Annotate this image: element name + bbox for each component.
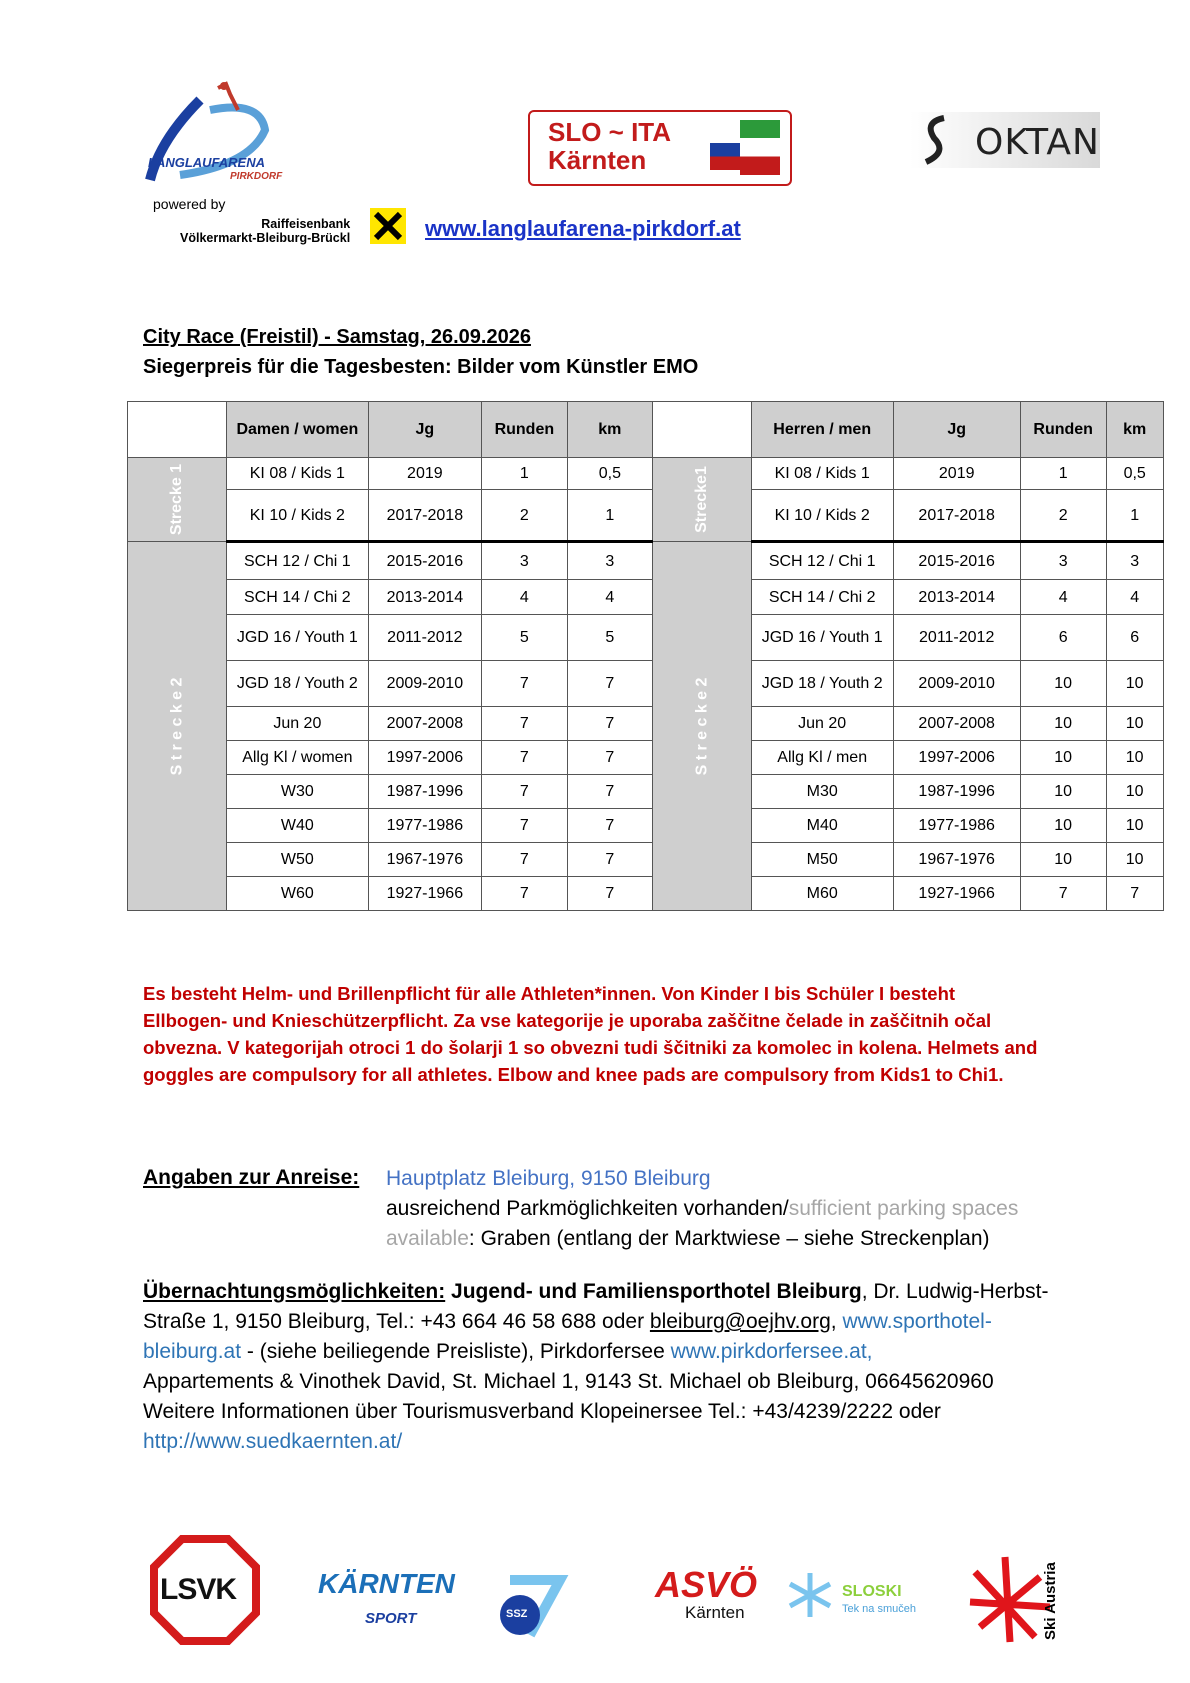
slo-ita-text: [548, 118, 671, 174]
table-row: [128, 741, 1164, 775]
table-row: [128, 580, 1164, 615]
men-category: JGD 16 / Youth 1: [751, 615, 893, 661]
kaernten-sport-sub: SPORT: [365, 1610, 417, 1627]
men-km: 10: [1106, 809, 1163, 843]
men-jg: 1987-1996: [893, 775, 1020, 809]
men-runden: 7: [1020, 877, 1106, 911]
women-runden: 7: [481, 707, 567, 741]
men-runden: 10: [1020, 661, 1106, 707]
anreise-address: Hauptplatz Bleiburg, 9150 Bleiburg: [386, 1167, 711, 1190]
table-body: [128, 458, 1164, 911]
table-row: [128, 661, 1164, 707]
women-km: 7: [567, 877, 652, 911]
safety-notice: Es besteht Helm- und Brillenpflicht für alle Athleten*innen. Von Kinder I bis Schüler I besteht Ellbogen- und Knieschützerpflicht. Za vse kategorije je uporaba zaščitne čelade in zaščitnih očal obvezna. V kategorijah otroci 1 do šolarji 1 so obvezni tudi ščitniki za komolec in kolena. Helmets and goggles are compulsory for all athletes. Elbow and knee pads are compulsory from Kids1 to Chi1.: [143, 983, 1038, 1085]
women-runden: 7: [481, 661, 567, 707]
title-line1: City Race (Freistil) - Samstag, 26.09.2026: [143, 326, 531, 348]
men-runden: 4: [1020, 580, 1106, 615]
women-category: W40: [226, 809, 368, 843]
anreise-body: [386, 1164, 1086, 1254]
women-runden: 5: [481, 615, 567, 661]
header-men: Herren / men: [751, 402, 893, 458]
strecke2-right: [652, 542, 751, 911]
pirkdorfersee-link[interactable]: www.pirkdorfersee.at,: [670, 1340, 873, 1363]
header-women: Damen / women: [226, 402, 368, 458]
men-runden: 10: [1020, 707, 1106, 741]
men-jg: 1997-2006: [893, 741, 1020, 775]
men-category: KI 10 / Kids 2: [751, 490, 893, 542]
raiffeisen-icon: [370, 208, 406, 244]
women-category: W50: [226, 843, 368, 877]
strecke2-right-label: S t r e c k e 2: [693, 677, 711, 775]
women-jg: 1927-1966: [368, 877, 481, 911]
asvo-sub: Kärnten: [685, 1603, 745, 1622]
parking-location: : Graben (entlang der Marktwiese – siehe Streckenplan): [468, 1227, 990, 1250]
men-category: SCH 14 / Chi 2: [751, 580, 893, 615]
men-runden: 10: [1020, 775, 1106, 809]
category-table: [127, 401, 1164, 911]
women-jg: 2017-2018: [368, 490, 481, 542]
men-runden: 2: [1020, 490, 1106, 542]
men-runden: 3: [1020, 542, 1106, 580]
men-category: KI 08 / Kids 1: [751, 458, 893, 490]
men-category: M30: [751, 775, 893, 809]
men-runden: 10: [1020, 741, 1106, 775]
men-jg: 2017-2018: [893, 490, 1020, 542]
raiffeisen-text: [180, 217, 350, 245]
women-jg: 1987-1996: [368, 775, 481, 809]
header-jg-women: Jg: [368, 402, 481, 458]
men-category: Jun 20: [751, 707, 893, 741]
page-title: [143, 322, 698, 382]
table-row: [128, 490, 1164, 542]
women-category: KI 10 / Kids 2: [226, 490, 368, 542]
men-km: 0,5: [1106, 458, 1163, 490]
women-category: KI 08 / Kids 1: [226, 458, 368, 490]
men-km: 6: [1106, 615, 1163, 661]
women-category: Allg Kl / women: [226, 741, 368, 775]
women-km: 7: [567, 707, 652, 741]
table-row: [128, 809, 1164, 843]
title-line2: Siegerpreis für die Tagesbesten: Bilder vom Künstler EMO: [143, 356, 699, 378]
women-runden: 3: [481, 542, 567, 580]
women-km: 3: [567, 542, 652, 580]
sloski-text: SLOSKI: [842, 1583, 902, 1600]
women-runden: 7: [481, 741, 567, 775]
slo-line1: SLO ~ ITA: [548, 117, 672, 147]
men-jg: 2009-2010: [893, 661, 1020, 707]
women-runden: 2: [481, 490, 567, 542]
women-km: 1: [567, 490, 652, 542]
men-category: M60: [751, 877, 893, 911]
women-category: JGD 18 / Youth 2: [226, 661, 368, 707]
women-km: 7: [567, 661, 652, 707]
women-category: SCH 14 / Chi 2: [226, 580, 368, 615]
men-category: M40: [751, 809, 893, 843]
parking-en: sufficient parking spaces available: [386, 1197, 1019, 1250]
table-row: [128, 843, 1164, 877]
women-jg: 1997-2006: [368, 741, 481, 775]
header-km-men: km: [1106, 402, 1163, 458]
accommodation-label: Übernachtungsmöglichkeiten:: [143, 1280, 446, 1303]
men-km: 1: [1106, 490, 1163, 542]
header-runden-women: Runden: [481, 402, 567, 458]
men-jg: 2007-2008: [893, 707, 1020, 741]
women-runden: 4: [481, 580, 567, 615]
hotel-name: Jugend- und Familiensporthotel Bleiburg: [445, 1280, 862, 1303]
men-jg: 1927-1966: [893, 877, 1020, 911]
men-category: M50: [751, 843, 893, 877]
table-row: [128, 458, 1164, 490]
strecke1-left-label: Strecke 1: [168, 463, 186, 536]
hotel-address: , Dr. Ludwig-Herbst-Straße 1, 9150 Bleiburg, Tel.: +43 664 46 58 688 oder: [143, 1280, 1049, 1333]
kaernten-sport-logo: KÄRNTEN: [318, 1568, 455, 1599]
men-category: JGD 18 / Youth 2: [751, 661, 893, 707]
men-runden: 1: [1020, 458, 1106, 490]
header-runden-men: Runden: [1020, 402, 1106, 458]
men-category: SCH 12 / Chi 1: [751, 542, 893, 580]
men-runden: 6: [1020, 615, 1106, 661]
header-km-women: km: [567, 402, 652, 458]
women-km: 0,5: [567, 458, 652, 490]
women-jg: 2015-2016: [368, 542, 481, 580]
women-km: 5: [567, 615, 652, 661]
men-km: 10: [1106, 707, 1163, 741]
men-jg: 2013-2014: [893, 580, 1020, 615]
price-note: - (siehe beiliegende Preisliste), Pirkdorfersee: [241, 1340, 671, 1363]
table-row: [128, 775, 1164, 809]
men-jg: 2019: [893, 458, 1020, 490]
women-category: W30: [226, 775, 368, 809]
women-jg: 1967-1976: [368, 843, 481, 877]
men-jg: 1967-1976: [893, 843, 1020, 877]
hotel-website-link[interactable]: www.sporthotel-bleiburg.at: [143, 1310, 992, 1363]
anreise-label: Angaben zur Anreise:: [143, 1166, 360, 1189]
men-jg: 2011-2012: [893, 615, 1020, 661]
corner-cell-right: [652, 402, 751, 458]
women-runden: 7: [481, 809, 567, 843]
women-jg: 2007-2008: [368, 707, 481, 741]
women-km: 4: [567, 580, 652, 615]
lsvk-text: LSVK: [160, 1573, 237, 1606]
tourism-info: Weitere Informationen über Tourismusverband Klopeinersee Tel.: +43/4239/2222 oder: [143, 1400, 941, 1423]
lsvk-logo: [150, 1535, 260, 1645]
david-info: Appartements & Vinothek David, St. Michael 1, 9143 St. Michael ob Bleiburg, 06645620960: [143, 1370, 994, 1393]
bank-line1: Raiffeisenbank: [261, 217, 351, 231]
slo-line2: Kärnten: [548, 145, 647, 175]
ski-austria-text: Ski Austria: [1042, 1562, 1059, 1640]
women-runden: 7: [481, 843, 567, 877]
women-category: JGD 16 / Youth 1: [226, 615, 368, 661]
men-jg: 1977-1986: [893, 809, 1020, 843]
table-row: [128, 615, 1164, 661]
women-category: Jun 20: [226, 707, 368, 741]
powered-by: powered by: [153, 196, 226, 212]
table-row: [128, 877, 1164, 911]
accommodation-section: [143, 1277, 1073, 1457]
women-runden: 7: [481, 877, 567, 911]
men-category: Allg Kl / men: [751, 741, 893, 775]
ssz-logo: [490, 1560, 570, 1640]
sloski-snowflake-icon: [785, 1570, 835, 1620]
women-km: 7: [567, 775, 652, 809]
header-jg-men: Jg: [893, 402, 1020, 458]
comma: ,: [830, 1310, 843, 1333]
women-jg: 2011-2012: [368, 615, 481, 661]
men-km: 10: [1106, 775, 1163, 809]
men-jg: 2015-2016: [893, 542, 1020, 580]
men-km: 10: [1106, 843, 1163, 877]
men-km: 7: [1106, 877, 1163, 911]
women-jg: 2019: [368, 458, 481, 490]
men-km: 4: [1106, 580, 1163, 615]
parking-de: ausreichend Parkmöglichkeiten vorhanden/: [386, 1197, 789, 1220]
strecke1-left: [128, 458, 227, 542]
men-km: 3: [1106, 542, 1163, 580]
website-link[interactable]: www.langlaufarena-pirkdorf.at: [425, 216, 741, 241]
women-jg: 2013-2014: [368, 580, 481, 615]
women-jg: 2009-2010: [368, 661, 481, 707]
men-runden: 10: [1020, 843, 1106, 877]
strecke1-right: [652, 458, 751, 542]
asvo-logo: ASVÖ: [655, 1564, 758, 1605]
table-row: [128, 542, 1164, 580]
strecke2-left: [128, 542, 227, 911]
women-km: 7: [567, 809, 652, 843]
men-km: 10: [1106, 741, 1163, 775]
women-km: 7: [567, 843, 652, 877]
strecke2-left-label: S t r e c k e 2: [168, 677, 186, 775]
women-runden: 1: [481, 458, 567, 490]
sloski-sub: Tek na smučeh: [842, 1603, 916, 1615]
ssz-text: SSZ: [506, 1608, 528, 1620]
langlaufarena-logo-text: LANGLAUFARENA: [148, 155, 265, 170]
hotel-email-link[interactable]: bleiburg@oejhv.org: [649, 1310, 831, 1333]
women-category: SCH 12 / Chi 1: [226, 542, 368, 580]
table-row: [128, 707, 1164, 741]
strecke1-right-label: Strecke1: [693, 466, 711, 533]
women-km: 7: [567, 741, 652, 775]
women-category: W60: [226, 877, 368, 911]
women-jg: 1977-1986: [368, 809, 481, 843]
men-runden: 10: [1020, 809, 1106, 843]
suedkaernten-link[interactable]: http://www.suedkaernten.at/: [143, 1430, 403, 1453]
men-km: 10: [1106, 661, 1163, 707]
corner-cell: [128, 402, 227, 458]
bank-line2: Völkermarkt-Bleiburg-Brückl: [180, 231, 351, 245]
oktan-text: OKTAN: [975, 122, 1100, 163]
langlaufarena-logo-sub: PIRKDORF: [230, 171, 283, 182]
women-runden: 7: [481, 775, 567, 809]
